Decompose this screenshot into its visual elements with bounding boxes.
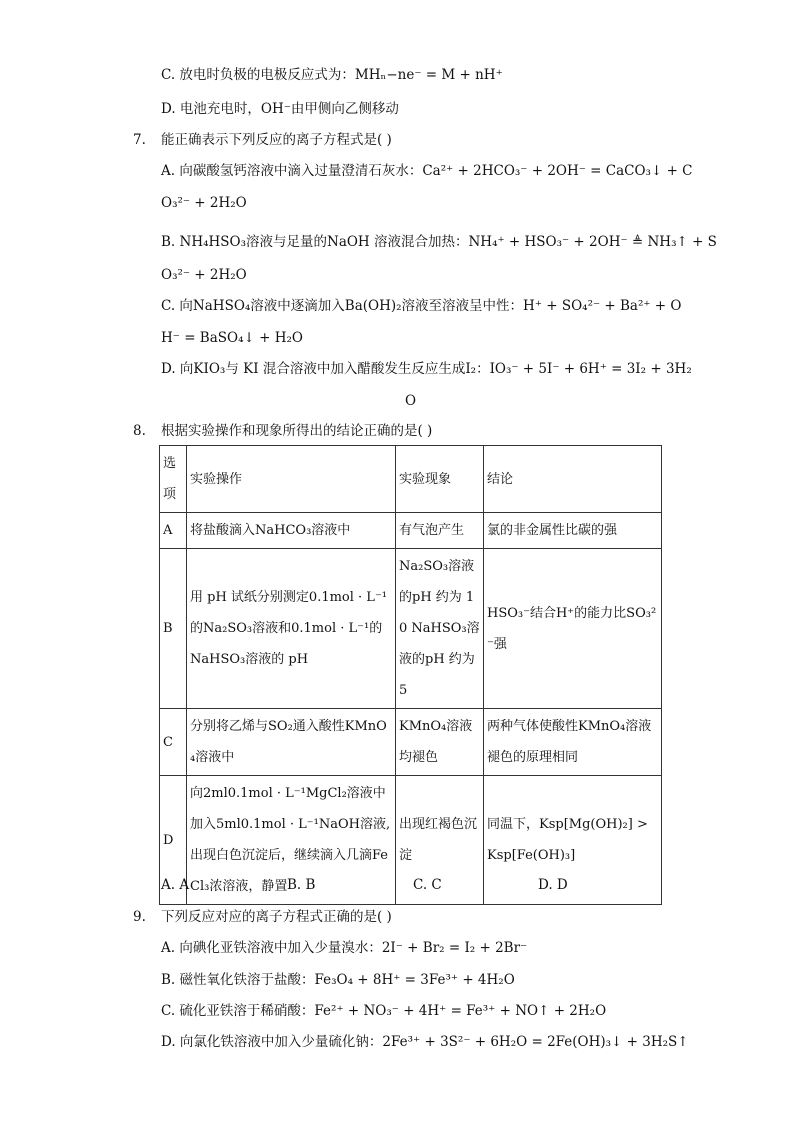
- row-conclusion: 氯的非金属性比碳的强: [484, 513, 662, 549]
- q8-answer-d: D. D: [538, 877, 568, 893]
- q7-option-d-line1: D. 向KIO₃与 KI 混合溶液中加入醋酸发生反应生成I₂：IO₃⁻ + 5I⁻ + 6H⁺ = 3I₂ + 3H₂: [161, 361, 692, 377]
- header-phenomenon: 实验现象: [396, 446, 484, 513]
- row-label: C: [160, 709, 187, 776]
- row-operation: 分别将乙烯与SO₂通入酸性KMnO₄溶液中: [187, 709, 396, 776]
- q9-option-a: A. 向碘化亚铁溶液中加入少量溴水：2I⁻ + Br₂ = I₂ + 2Br⁻: [161, 940, 528, 956]
- q6-option-d: D. 电池充电时，OH⁻由甲侧向乙侧移动: [161, 101, 399, 117]
- q8-answer-b: B. B: [287, 877, 316, 893]
- q7-option-a-line1: A. 向碳酸氢钙溶液中滴入过量澄清石灰水：Ca²⁺ + 2HCO₃⁻ + 2OH⁻ = CaCO₃↓ + C: [161, 163, 693, 179]
- header-option: 选项: [160, 446, 187, 513]
- q7-option-b-line2: O₃²⁻ + 2H₂O: [161, 267, 247, 283]
- row-operation: 向2ml0.1mol · L⁻¹MgCl₂溶液中加入5ml0.1mol · L⁻¹NaOH溶液,出现白色沉淀后，继续滴入几滴FeCl₃浓溶液，静置: [187, 776, 396, 905]
- q7-option-a-line2: O₃²⁻ + 2H₂O: [161, 195, 247, 211]
- q8-answer-c: C. C: [413, 877, 442, 893]
- q7-option-c-line1: C. 向NaHSO₄溶液中逐滴加入Ba(OH)₂溶液至溶液呈中性：H⁺ + SO₄²⁻ + Ba²⁺ + O: [161, 298, 682, 314]
- q8-stem: 根据实验操作和现象所得出的结论正确的是( ): [161, 423, 433, 439]
- row-label: D: [160, 776, 187, 905]
- table-header-row: [160, 446, 662, 513]
- table-row: [160, 709, 662, 776]
- table-row: [160, 513, 662, 549]
- q9-option-d: D. 向氯化铁溶液中加入少量硫化钠：2Fe³⁺ + 3S²⁻ + 6H₂O = 2Fe(OH)₃↓ + 3H₂S↑: [161, 1034, 689, 1050]
- row-conclusion: HSO₃⁻结合H⁺的能力比SO₃²⁻强: [484, 549, 662, 709]
- q7-option-b-line1: B. NH₄HSO₃溶液与足量的NaOH 溶液混合加热：NH₄⁺ + HSO₃⁻ + 2OH⁻ ≜ NH₃↑ + S: [161, 234, 717, 250]
- row-conclusion: 同温下，Ksp[Mg(OH)₂] > Ksp[Fe(OH)₃]: [484, 776, 662, 905]
- q8-answer-a: A. A: [161, 877, 190, 893]
- header-conclusion: 结论: [484, 446, 662, 513]
- table-row: [160, 549, 662, 709]
- row-phenomenon: 出现红褐色沉淀: [396, 776, 484, 905]
- q7-option-d-line2: O: [405, 393, 417, 409]
- row-conclusion: 两种气体使酸性KMnO₄溶液褪色的原理相同: [484, 709, 662, 776]
- row-label: B: [160, 549, 187, 709]
- row-phenomenon: 有气泡产生: [396, 513, 484, 549]
- row-phenomenon: KMnO₄溶液均褪色: [396, 709, 484, 776]
- q9-number: 9.: [133, 909, 146, 925]
- q9-option-b: B. 磁性氧化铁溶于盐酸：Fe₃O₄ + 8H⁺ = 3Fe³⁺ + 4H₂O: [161, 972, 515, 988]
- row-label: A: [160, 513, 187, 549]
- q6-option-c: C. 放电时负极的电极反应式为：MHₙ−ne⁻ = M + nH⁺: [161, 67, 503, 83]
- header-operation: 实验操作: [187, 446, 396, 513]
- q7-number: 7.: [133, 132, 146, 148]
- q9-option-c: C. 硫化亚铁溶于稀硝酸：Fe²⁺ + NO₃⁻ + 4H⁺ = Fe³⁺ + NO↑ + 2H₂O: [161, 1003, 607, 1019]
- q7-option-c-line2: H⁻ = BaSO₄↓ + H₂O: [161, 330, 303, 346]
- q7-stem: 能正确表示下列反应的离子方程式是( ): [161, 132, 392, 148]
- experiment-table: [159, 445, 662, 905]
- q8-number: 8.: [133, 423, 146, 439]
- row-phenomenon: Na₂SO₃溶液的pH 约为 10 NaHSO₃溶液的pH 约为 5: [396, 549, 484, 709]
- row-operation: 用 pH 试纸分别测定0.1mol · L⁻¹的Na₂SO₃溶液和0.1mol · L⁻¹的NaHSO₃溶液的 pH: [187, 549, 396, 709]
- row-operation: 将盐酸滴入NaHCO₃溶液中: [187, 513, 396, 549]
- q9-stem: 下列反应对应的离子方程式正确的是( ): [161, 909, 392, 925]
- table-row: [160, 776, 662, 905]
